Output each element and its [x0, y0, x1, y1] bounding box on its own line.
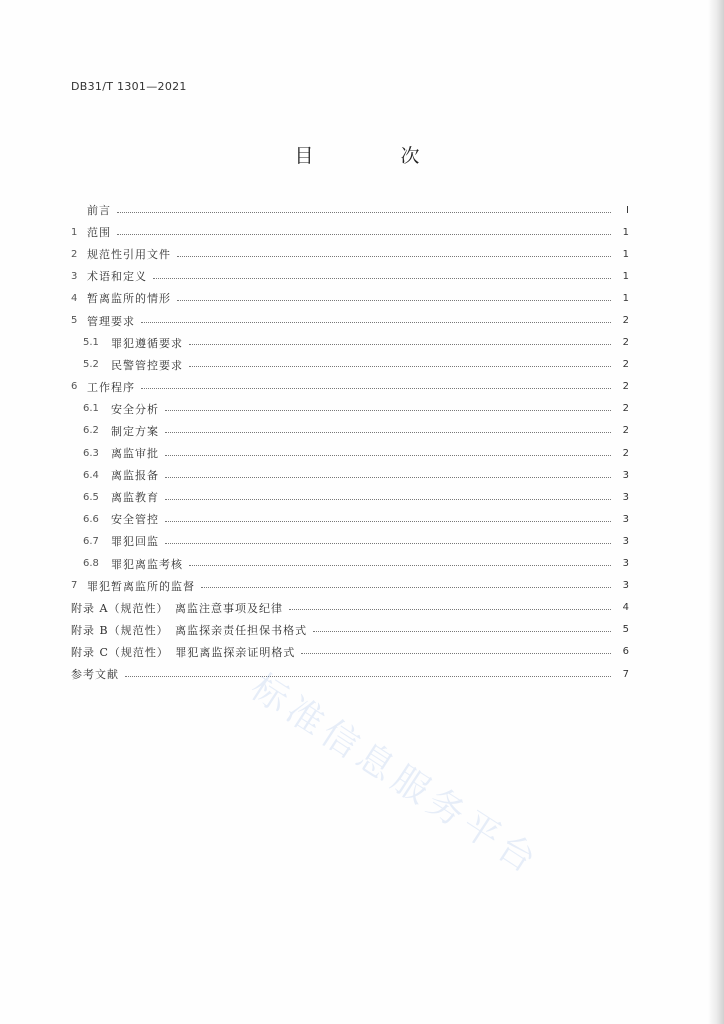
toc-entry-number: 6.2 [83, 425, 99, 437]
toc-dot-leader [289, 601, 611, 610]
toc-entry[interactable] [71, 221, 629, 243]
standard-code: DB31/T 1301—2021 [71, 80, 187, 93]
toc-entry[interactable] [71, 376, 629, 398]
toc-entry[interactable] [71, 508, 629, 530]
toc-dot-leader [189, 358, 611, 367]
toc-entry-number: 5.1 [83, 337, 99, 349]
toc-entry-page-number: 3 [622, 535, 629, 547]
toc-dot-leader [165, 447, 611, 456]
toc-entry-page-number: 2 [622, 381, 629, 393]
toc-entry-label: 罪犯暂离监所的监督 [87, 579, 195, 593]
page-title: 目 次 [294, 145, 454, 167]
toc-entry-number: 6 [71, 381, 78, 393]
toc-entry-label: 工作程序 [87, 380, 135, 394]
toc-entry-number: 6.6 [83, 513, 99, 525]
toc-entry-number: 2 [71, 248, 78, 260]
table-of-contents [71, 199, 629, 685]
toc-entry-number: 3 [71, 270, 78, 282]
toc-entry[interactable] [71, 265, 629, 287]
toc-entry[interactable] [71, 420, 629, 442]
toc-entry[interactable] [71, 309, 629, 331]
toc-entry-label: 制定方案 [111, 424, 159, 438]
toc-entry[interactable] [71, 243, 629, 265]
toc-entry[interactable] [71, 553, 629, 575]
toc-entry-page-number: 2 [622, 425, 629, 437]
toc-entry[interactable] [71, 619, 629, 641]
toc-dot-leader [313, 623, 611, 632]
toc-dot-leader [189, 336, 611, 345]
toc-entry-label: 罪犯离监考核 [111, 557, 183, 571]
toc-entry[interactable] [71, 663, 629, 685]
toc-entry-label: 离监教育 [111, 491, 159, 505]
toc-dot-leader [125, 668, 611, 677]
toc-entry[interactable] [71, 442, 629, 464]
toc-entry-page-number: 3 [622, 580, 629, 592]
toc-entry-label: 参考文献 [71, 668, 119, 682]
toc-entry-label: 附录 A（规范性） 离监注意事项及纪律 [71, 601, 283, 615]
toc-entry-page-number: 1 [622, 270, 629, 282]
toc-entry-page-number: 2 [622, 315, 629, 327]
toc-dot-leader [301, 645, 611, 654]
watermark: 标准信息服务平台 [243, 666, 548, 885]
toc-entry-page-number: Ⅰ [626, 204, 629, 216]
toc-entry[interactable] [71, 398, 629, 420]
toc-entry-page-number: 2 [622, 337, 629, 349]
toc-entry-label: 范围 [87, 226, 111, 240]
toc-entry-label: 术语和定义 [87, 270, 147, 284]
toc-entry-label: 民警管控要求 [111, 358, 183, 372]
toc-entry-number: 4 [71, 292, 78, 304]
toc-entry-page-number: 2 [622, 447, 629, 459]
toc-entry-label: 前言 [87, 204, 111, 218]
toc-dot-leader [141, 380, 611, 389]
toc-entry-page-number: 4 [622, 602, 629, 614]
toc-dot-leader [201, 579, 611, 588]
toc-dot-leader [165, 513, 611, 522]
toc-entry[interactable] [71, 287, 629, 309]
toc-entry-label: 暂离监所的情形 [87, 292, 171, 306]
toc-entry-label: 规范性引用文件 [87, 248, 171, 262]
toc-entry-page-number: 3 [622, 469, 629, 481]
toc-entry-number: 6.3 [83, 447, 99, 459]
toc-dot-leader [165, 424, 611, 433]
toc-entry-label: 离监报备 [111, 469, 159, 483]
toc-dot-leader [177, 292, 611, 301]
toc-dot-leader [177, 248, 611, 257]
toc-entry-page-number: 1 [622, 248, 629, 260]
toc-entry-label: 罪犯遵循要求 [111, 336, 183, 350]
toc-entry-page-number: 1 [622, 226, 629, 238]
toc-entry-number: 5.2 [83, 359, 99, 371]
toc-entry-page-number: 3 [622, 558, 629, 570]
toc-entry-number: 5 [71, 315, 78, 327]
toc-entry[interactable] [71, 464, 629, 486]
toc-entry-number: 1 [71, 226, 78, 238]
toc-entry-label: 管理要求 [87, 314, 135, 328]
toc-dot-leader [189, 557, 611, 566]
toc-entry-label: 罪犯回监 [111, 535, 159, 549]
toc-dot-leader [141, 314, 611, 323]
toc-entry-page-number: 3 [622, 491, 629, 503]
toc-entry[interactable] [71, 530, 629, 552]
toc-entry-label: 安全管控 [111, 513, 159, 527]
toc-entry-page-number: 1 [622, 292, 629, 304]
toc-entry-number: 7 [71, 580, 78, 592]
toc-dot-leader [165, 491, 611, 500]
toc-entry-number: 6.7 [83, 535, 99, 547]
toc-entry[interactable] [71, 332, 629, 354]
toc-entry-page-number: 6 [622, 646, 629, 658]
toc-dot-leader [165, 535, 611, 544]
toc-dot-leader [153, 270, 611, 279]
toc-entry-page-number: 5 [622, 624, 629, 636]
toc-entry-label: 附录 C（规范性） 罪犯离监探亲证明格式 [71, 645, 296, 659]
toc-entry-page-number: 2 [622, 403, 629, 415]
toc-entry-label: 附录 B（规范性） 离监探亲责任担保书格式 [71, 623, 308, 637]
toc-entry-number: 6.4 [83, 469, 99, 481]
toc-entry[interactable] [71, 486, 629, 508]
toc-dot-leader [165, 402, 611, 411]
toc-entry-number: 6.8 [83, 558, 99, 570]
toc-dot-leader [117, 226, 611, 235]
toc-dot-leader [165, 469, 611, 478]
toc-entry[interactable] [71, 575, 629, 597]
toc-entry-label: 离监审批 [111, 447, 159, 461]
toc-entry[interactable] [71, 199, 629, 221]
toc-entry-page-number: 2 [622, 359, 629, 371]
toc-entry-page-number: 7 [622, 668, 629, 680]
toc-entry-page-number: 3 [622, 513, 629, 525]
toc-entry-label: 安全分析 [111, 402, 159, 416]
toc-entry[interactable] [71, 354, 629, 376]
toc-entry[interactable] [71, 597, 629, 619]
toc-entry-number: 6.1 [83, 403, 99, 415]
toc-entry-number: 6.5 [83, 491, 99, 503]
toc-entry[interactable] [71, 641, 629, 663]
toc-dot-leader [117, 204, 611, 213]
